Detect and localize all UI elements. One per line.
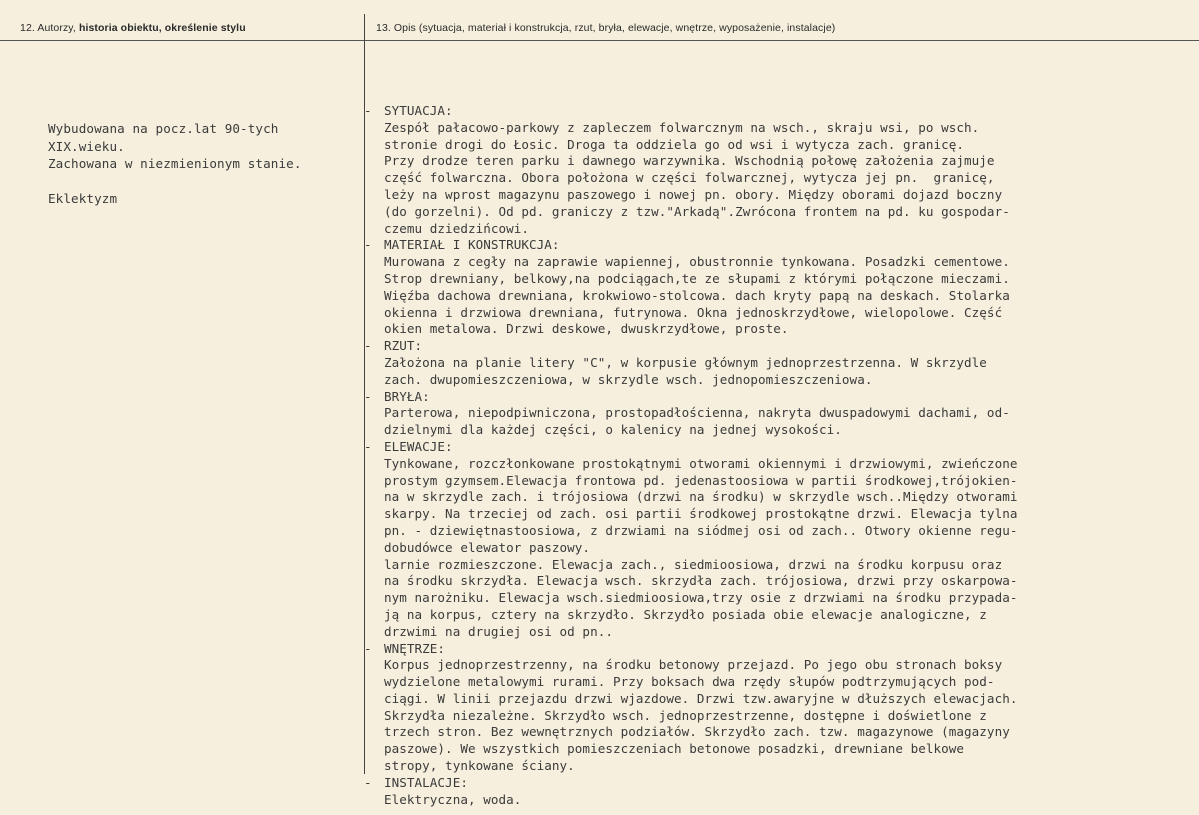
section-line: zach. dwupomieszczeniowa, w skrzydle wsch. jednopomieszczeniowa. [384, 371, 873, 387]
left-column-line: Zachowana w niezmienionym stanie. [48, 156, 302, 171]
section-heading [364, 641, 1017, 658]
left-column-line [48, 173, 302, 191]
section-heading [364, 775, 1017, 792]
section-line: drzwimi na drugiej osi od pn.. [384, 623, 613, 639]
section-line: Przy drodze teren parku i dawnego warzywnika. Wschodnią połowę założenia zajmuje [384, 153, 995, 169]
section-heading [364, 338, 1017, 355]
section-line: okienna i drzwiowa drewniana, futrynowa. Okna jednoskrzydłowe, wielopolowe. Część [384, 304, 1003, 320]
section-line: dzielnymi dla każdej części, o kalenicy na jednej wysokości. [384, 422, 842, 438]
section-line: pn. - dziewiętnastoosiowa, z drzwiami na siódmej osi od zach.. Otwory okienne regu- [384, 522, 1018, 538]
section-line: ciągi. W linii przejazdu drzwi wjazdowe. Drzwi tzw.awaryjne w dłuższych elewacjach. [384, 690, 1018, 706]
section-line: skarpy. Na trzeciej od zach. osi partii środkowej prostokątne drzwi. Elewacja tylna [384, 506, 1018, 522]
section-line: dobudówce elewator paszowy. [384, 539, 591, 555]
section-line: czemu dziedzińcowi. [384, 220, 530, 236]
section-heading [364, 103, 1017, 120]
section-line: Założona na planie litery "C", w korpusie głównym jednoprzestrzenna. W skrzydle [384, 354, 987, 370]
section-heading [364, 237, 1017, 254]
section-line: nym narożniku. Elewacja wsch.siedmioosiowa,trzy osie z drzwiami na środku przypada- [384, 590, 1018, 606]
header-field-13: 13. Opis (sytuacja, materiał i konstrukcja, rzut, bryła, elewacje, wnętrze, wyposażenie, instalacje) [376, 22, 836, 34]
section-dash: - [364, 640, 372, 656]
section-heading [364, 439, 1017, 456]
header-field-12 [20, 22, 246, 34]
section-heading [364, 389, 1017, 406]
section-line: na środku skrzydła. Elewacja wsch. skrzydła zach. trójosiowa, drzwi przy oskarpowa- [384, 573, 1018, 589]
section-heading-text: ELEWACJE: [384, 438, 453, 454]
left-column-line: XIX.wieku. [48, 138, 125, 154]
section-line: prostym gzymsem.Elewacja frontowa pd. jedenastoosiowa w partii środkowej,trójokien- [384, 472, 1018, 488]
section-heading-text: MATERIAŁ I KONSTRUKCJA: [384, 237, 560, 253]
section-heading-text: RZUT: [384, 338, 423, 354]
section-line: Parterowa, niepodpiwniczona, prostopadłościenna, nakryta dwuspadowymi dachami, od- [384, 405, 1010, 421]
left-column-text [48, 120, 302, 208]
section-heading-text: BRYŁA: [384, 388, 430, 404]
section-line: stronie drogi do Łosic. Droga ta oddziela go od wsi i wytycza zach. granicę. [384, 136, 965, 152]
header-divider [0, 40, 1199, 41]
section-line: Zespół pałacowo-parkowy z zapleczem folwarcznym na wsch., skraju wsi, po wsch. [384, 119, 980, 135]
section-heading-text: SYTUACJA: [384, 103, 453, 118]
left-column-line: Wybudowana na pocz.lat 90-tych [48, 121, 279, 136]
section-line: okien metalowa. Drzwi deskowe, dwuskrzydłowe, proste. [384, 321, 789, 337]
right-column-description [364, 103, 1017, 808]
header-field-12-number: 12. [20, 22, 35, 34]
section-dash: - [364, 338, 372, 354]
section-line: Tynkowane, rozczłonkowane prostokątnymi otworami okiennymi i drzwiowymi, zwieńczone [384, 455, 1018, 471]
section-dash: - [364, 438, 372, 454]
section-line: Murowana z cegły na zaprawie wapiennej, obustronnie tynkowana. Posadzki cementowe. [384, 254, 1010, 270]
section-line: ją na korpus, cztery na skrzydło. Skrzydło posiada obie elewacje analogiczne, z [384, 606, 987, 622]
section-line: Skrzydła niezależne. Skrzydło wsch. jednoprzestrzenne, dostępne i doświetlone z [384, 707, 987, 723]
section-line: leży na wprost magazynu paszowego i nowej pn. obory. Między oborami dojazd boczny [384, 186, 1003, 202]
section-dash: - [364, 388, 372, 404]
section-line: trzech stron. Bez wewnętrznych podziałów. Skrzydło zach. tzw. magazynowe (magazyny [384, 724, 1010, 740]
section-line: (do gorzelni). Od pd. graniczy z tzw."Arkadą".Zwrócona frontem na pd. ku gospodar- [384, 203, 1010, 219]
section-line: na w skrzydle zach. i trójosiowa (drzwi na środku) w skrzydle wsch..Między otworami [384, 489, 1018, 505]
section-dash: - [364, 237, 372, 253]
section-heading-text: INSTALACJE: [384, 774, 468, 790]
section-line: Elektryczna, woda. [384, 791, 522, 807]
section-line: wydzielone metalowymi rurami. Przy boksach dwa rzędy słupów podtrzymujących pod- [384, 674, 995, 690]
section-line: paszowe). We wszystkich pomieszczeniach betonowe posadzki, drewniane belkowe [384, 741, 965, 757]
section-line: Więźba dachowa drewniana, krokwiowo-stolcowa. dach kryty papą na deskach. Stolarka [384, 287, 1010, 303]
section-line: stropy, tynkowane ściany. [384, 758, 575, 774]
section-line: Strop drewniany, belkowy,na podciągach,te ze słupami z którymi połączone mieczami. [384, 270, 1010, 286]
section-line: część folwarczna. Obora położona w części folwarcznej, wytycza jej pn. granicę, [384, 170, 995, 186]
section-dash: - [364, 103, 372, 118]
header-field-12-bold: historia obiektu, określenie stylu [78, 22, 246, 34]
left-column-line: Eklektyzm [48, 191, 118, 206]
section-line: larnie rozmieszczone. Elewacja zach., siedmioosiowa, drzwi na środku korpusu oraz [384, 556, 1003, 572]
header-field-12-plain: Autorzy, [37, 22, 76, 34]
section-line: Korpus jednoprzestrzenny, na środku betonowy przejazd. Po jego obu stronach boksy [384, 657, 1003, 673]
section-dash: - [364, 774, 372, 790]
section-heading-text: WNĘTRZE: [384, 640, 446, 656]
